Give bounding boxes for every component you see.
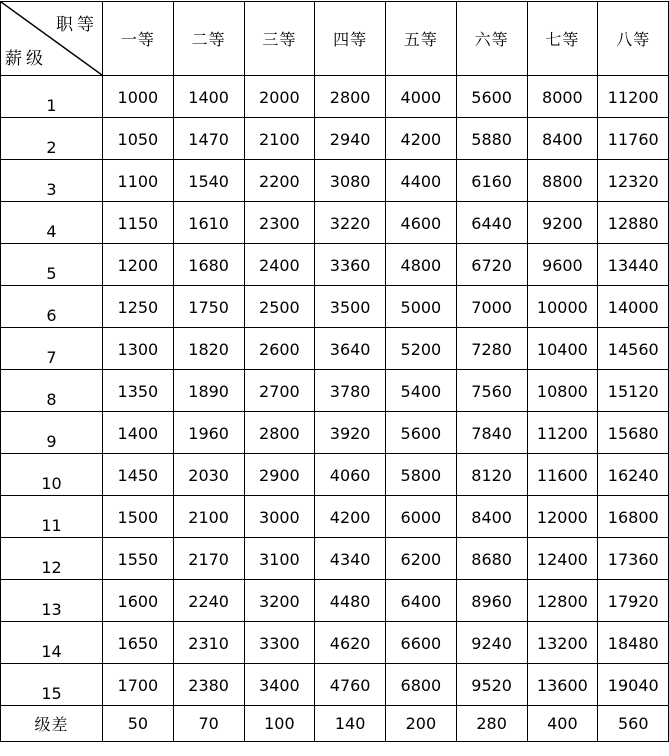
increment-row bbox=[1, 706, 669, 742]
salary-value-cell: 9600 bbox=[527, 244, 598, 286]
salary-value-cell: 2700 bbox=[244, 370, 315, 412]
increment-value: 70 bbox=[173, 706, 244, 742]
grade-header: 二等 bbox=[173, 2, 244, 76]
increment-value: 200 bbox=[386, 706, 457, 742]
grade-header: 三等 bbox=[244, 2, 315, 76]
salary-value-cell: 2800 bbox=[315, 76, 386, 118]
salary-value-cell: 10400 bbox=[527, 328, 598, 370]
table-row bbox=[1, 244, 669, 286]
salary-level-cell: 3 bbox=[1, 160, 103, 202]
salary-value-cell: 2380 bbox=[173, 664, 244, 706]
table-row bbox=[1, 580, 669, 622]
salary-value-cell: 6440 bbox=[456, 202, 527, 244]
table-row bbox=[1, 454, 669, 496]
salary-value-cell: 3080 bbox=[315, 160, 386, 202]
increment-label: 级差 bbox=[1, 706, 103, 742]
salary-value-cell: 13600 bbox=[527, 664, 598, 706]
salary-value-cell: 3220 bbox=[315, 202, 386, 244]
salary-value-cell: 6800 bbox=[386, 664, 457, 706]
salary-value-cell: 1300 bbox=[103, 328, 174, 370]
salary-level-cell: 6 bbox=[1, 286, 103, 328]
salary-value-cell: 8680 bbox=[456, 538, 527, 580]
salary-level-cell: 2 bbox=[1, 118, 103, 160]
header-row bbox=[1, 2, 669, 76]
salary-value-cell: 1500 bbox=[103, 496, 174, 538]
increment-value: 100 bbox=[244, 706, 315, 742]
salary-value-cell: 2500 bbox=[244, 286, 315, 328]
grade-header: 四等 bbox=[315, 2, 386, 76]
salary-value-cell: 4620 bbox=[315, 622, 386, 664]
salary-value-cell: 5000 bbox=[386, 286, 457, 328]
salary-value-cell: 13440 bbox=[598, 244, 669, 286]
salary-level-cell: 15 bbox=[1, 664, 103, 706]
table-row bbox=[1, 538, 669, 580]
corner-grade-label: 职等 bbox=[56, 15, 98, 35]
salary-value-cell: 1750 bbox=[173, 286, 244, 328]
salary-value-cell: 1540 bbox=[173, 160, 244, 202]
salary-value-cell: 1700 bbox=[103, 664, 174, 706]
salary-level-cell: 9 bbox=[1, 412, 103, 454]
salary-value-cell: 9200 bbox=[527, 202, 598, 244]
salary-value-cell: 7000 bbox=[456, 286, 527, 328]
salary-value-cell: 3400 bbox=[244, 664, 315, 706]
salary-value-cell: 8120 bbox=[456, 454, 527, 496]
salary-value-cell: 3300 bbox=[244, 622, 315, 664]
salary-value-cell: 14560 bbox=[598, 328, 669, 370]
salary-level-cell: 1 bbox=[1, 76, 103, 118]
salary-value-cell: 4600 bbox=[386, 202, 457, 244]
salary-level-cell: 13 bbox=[1, 580, 103, 622]
salary-value-cell: 12400 bbox=[527, 538, 598, 580]
salary-value-cell: 16800 bbox=[598, 496, 669, 538]
salary-value-cell: 2000 bbox=[244, 76, 315, 118]
salary-value-cell: 11600 bbox=[527, 454, 598, 496]
salary-value-cell: 6400 bbox=[386, 580, 457, 622]
table-row bbox=[1, 202, 669, 244]
salary-value-cell: 7840 bbox=[456, 412, 527, 454]
salary-value-cell: 3500 bbox=[315, 286, 386, 328]
salary-value-cell: 1680 bbox=[173, 244, 244, 286]
salary-value-cell: 4340 bbox=[315, 538, 386, 580]
salary-value-cell: 3000 bbox=[244, 496, 315, 538]
salary-value-cell: 1350 bbox=[103, 370, 174, 412]
salary-value-cell: 2200 bbox=[244, 160, 315, 202]
salary-value-cell: 6000 bbox=[386, 496, 457, 538]
table-row bbox=[1, 328, 669, 370]
salary-value-cell: 10000 bbox=[527, 286, 598, 328]
salary-value-cell: 2400 bbox=[244, 244, 315, 286]
salary-value-cell: 2300 bbox=[244, 202, 315, 244]
salary-value-cell: 5600 bbox=[456, 76, 527, 118]
salary-value-cell: 2240 bbox=[173, 580, 244, 622]
salary-value-cell: 4800 bbox=[386, 244, 457, 286]
salary-value-cell: 17920 bbox=[598, 580, 669, 622]
salary-value-cell: 2800 bbox=[244, 412, 315, 454]
salary-level-cell: 5 bbox=[1, 244, 103, 286]
salary-value-cell: 5200 bbox=[386, 328, 457, 370]
salary-value-cell: 7560 bbox=[456, 370, 527, 412]
salary-value-cell: 12800 bbox=[527, 580, 598, 622]
table-row bbox=[1, 160, 669, 202]
table-row bbox=[1, 496, 669, 538]
salary-value-cell: 4760 bbox=[315, 664, 386, 706]
salary-grade-table bbox=[0, 1, 669, 742]
table-row bbox=[1, 664, 669, 706]
salary-value-cell: 10800 bbox=[527, 370, 598, 412]
salary-value-cell: 5400 bbox=[386, 370, 457, 412]
table-row bbox=[1, 412, 669, 454]
salary-value-cell: 6200 bbox=[386, 538, 457, 580]
salary-value-cell: 2030 bbox=[173, 454, 244, 496]
salary-value-cell: 1820 bbox=[173, 328, 244, 370]
salary-value-cell: 12000 bbox=[527, 496, 598, 538]
salary-value-cell: 1000 bbox=[103, 76, 174, 118]
salary-value-cell: 15120 bbox=[598, 370, 669, 412]
salary-value-cell: 1550 bbox=[103, 538, 174, 580]
salary-value-cell: 4480 bbox=[315, 580, 386, 622]
salary-value-cell: 17360 bbox=[598, 538, 669, 580]
salary-value-cell: 2170 bbox=[173, 538, 244, 580]
salary-value-cell: 3920 bbox=[315, 412, 386, 454]
salary-value-cell: 1050 bbox=[103, 118, 174, 160]
salary-value-cell: 1470 bbox=[173, 118, 244, 160]
salary-value-cell: 8960 bbox=[456, 580, 527, 622]
salary-value-cell: 2600 bbox=[244, 328, 315, 370]
salary-value-cell: 5600 bbox=[386, 412, 457, 454]
salary-value-cell: 18480 bbox=[598, 622, 669, 664]
salary-value-cell: 6720 bbox=[456, 244, 527, 286]
salary-value-cell: 9520 bbox=[456, 664, 527, 706]
salary-level-cell: 11 bbox=[1, 496, 103, 538]
salary-value-cell: 11200 bbox=[598, 76, 669, 118]
salary-value-cell: 1200 bbox=[103, 244, 174, 286]
salary-value-cell: 12320 bbox=[598, 160, 669, 202]
salary-value-cell: 8000 bbox=[527, 76, 598, 118]
salary-value-cell: 2100 bbox=[173, 496, 244, 538]
salary-value-cell: 13200 bbox=[527, 622, 598, 664]
salary-value-cell: 4400 bbox=[386, 160, 457, 202]
corner-header-cell bbox=[1, 2, 103, 76]
salary-value-cell: 4000 bbox=[386, 76, 457, 118]
grade-header: 七等 bbox=[527, 2, 598, 76]
salary-value-cell: 1100 bbox=[103, 160, 174, 202]
salary-value-cell: 4060 bbox=[315, 454, 386, 496]
salary-value-cell: 1400 bbox=[173, 76, 244, 118]
grade-header: 五等 bbox=[386, 2, 457, 76]
corner-level-label: 薪级 bbox=[5, 49, 47, 69]
grade-header: 八等 bbox=[598, 2, 669, 76]
salary-value-cell: 5800 bbox=[386, 454, 457, 496]
salary-value-cell: 1610 bbox=[173, 202, 244, 244]
salary-value-cell: 2100 bbox=[244, 118, 315, 160]
salary-value-cell: 4200 bbox=[386, 118, 457, 160]
salary-value-cell: 3360 bbox=[315, 244, 386, 286]
grade-header: 六等 bbox=[456, 2, 527, 76]
salary-value-cell: 1250 bbox=[103, 286, 174, 328]
salary-value-cell: 3200 bbox=[244, 580, 315, 622]
salary-value-cell: 1960 bbox=[173, 412, 244, 454]
salary-value-cell: 9240 bbox=[456, 622, 527, 664]
salary-level-cell: 7 bbox=[1, 328, 103, 370]
salary-level-cell: 4 bbox=[1, 202, 103, 244]
salary-level-cell: 10 bbox=[1, 454, 103, 496]
salary-value-cell: 12880 bbox=[598, 202, 669, 244]
salary-value-cell: 1400 bbox=[103, 412, 174, 454]
table-row bbox=[1, 370, 669, 412]
salary-level-cell: 12 bbox=[1, 538, 103, 580]
salary-value-cell: 7280 bbox=[456, 328, 527, 370]
salary-level-cell: 8 bbox=[1, 370, 103, 412]
salary-value-cell: 3780 bbox=[315, 370, 386, 412]
salary-value-cell: 2310 bbox=[173, 622, 244, 664]
salary-value-cell: 2940 bbox=[315, 118, 386, 160]
salary-value-cell: 1150 bbox=[103, 202, 174, 244]
salary-level-cell: 14 bbox=[1, 622, 103, 664]
increment-value: 50 bbox=[103, 706, 174, 742]
salary-value-cell: 4200 bbox=[315, 496, 386, 538]
salary-value-cell: 3640 bbox=[315, 328, 386, 370]
salary-value-cell: 8800 bbox=[527, 160, 598, 202]
salary-value-cell: 6600 bbox=[386, 622, 457, 664]
salary-value-cell: 19040 bbox=[598, 664, 669, 706]
salary-value-cell: 16240 bbox=[598, 454, 669, 496]
salary-value-cell: 1600 bbox=[103, 580, 174, 622]
salary-value-cell: 5880 bbox=[456, 118, 527, 160]
salary-value-cell: 1890 bbox=[173, 370, 244, 412]
salary-value-cell: 14000 bbox=[598, 286, 669, 328]
salary-value-cell: 15680 bbox=[598, 412, 669, 454]
salary-value-cell: 1650 bbox=[103, 622, 174, 664]
increment-value: 400 bbox=[527, 706, 598, 742]
salary-value-cell: 1450 bbox=[103, 454, 174, 496]
salary-value-cell: 3100 bbox=[244, 538, 315, 580]
table-row bbox=[1, 76, 669, 118]
table-body bbox=[1, 76, 669, 706]
salary-value-cell: 8400 bbox=[527, 118, 598, 160]
increment-value: 560 bbox=[598, 706, 669, 742]
salary-value-cell: 6160 bbox=[456, 160, 527, 202]
increment-value: 140 bbox=[315, 706, 386, 742]
table-row bbox=[1, 118, 669, 160]
table-row bbox=[1, 286, 669, 328]
grade-header: 一等 bbox=[103, 2, 174, 76]
salary-value-cell: 11200 bbox=[527, 412, 598, 454]
salary-value-cell: 11760 bbox=[598, 118, 669, 160]
salary-value-cell: 8400 bbox=[456, 496, 527, 538]
table-row bbox=[1, 622, 669, 664]
increment-value: 280 bbox=[456, 706, 527, 742]
salary-value-cell: 2900 bbox=[244, 454, 315, 496]
